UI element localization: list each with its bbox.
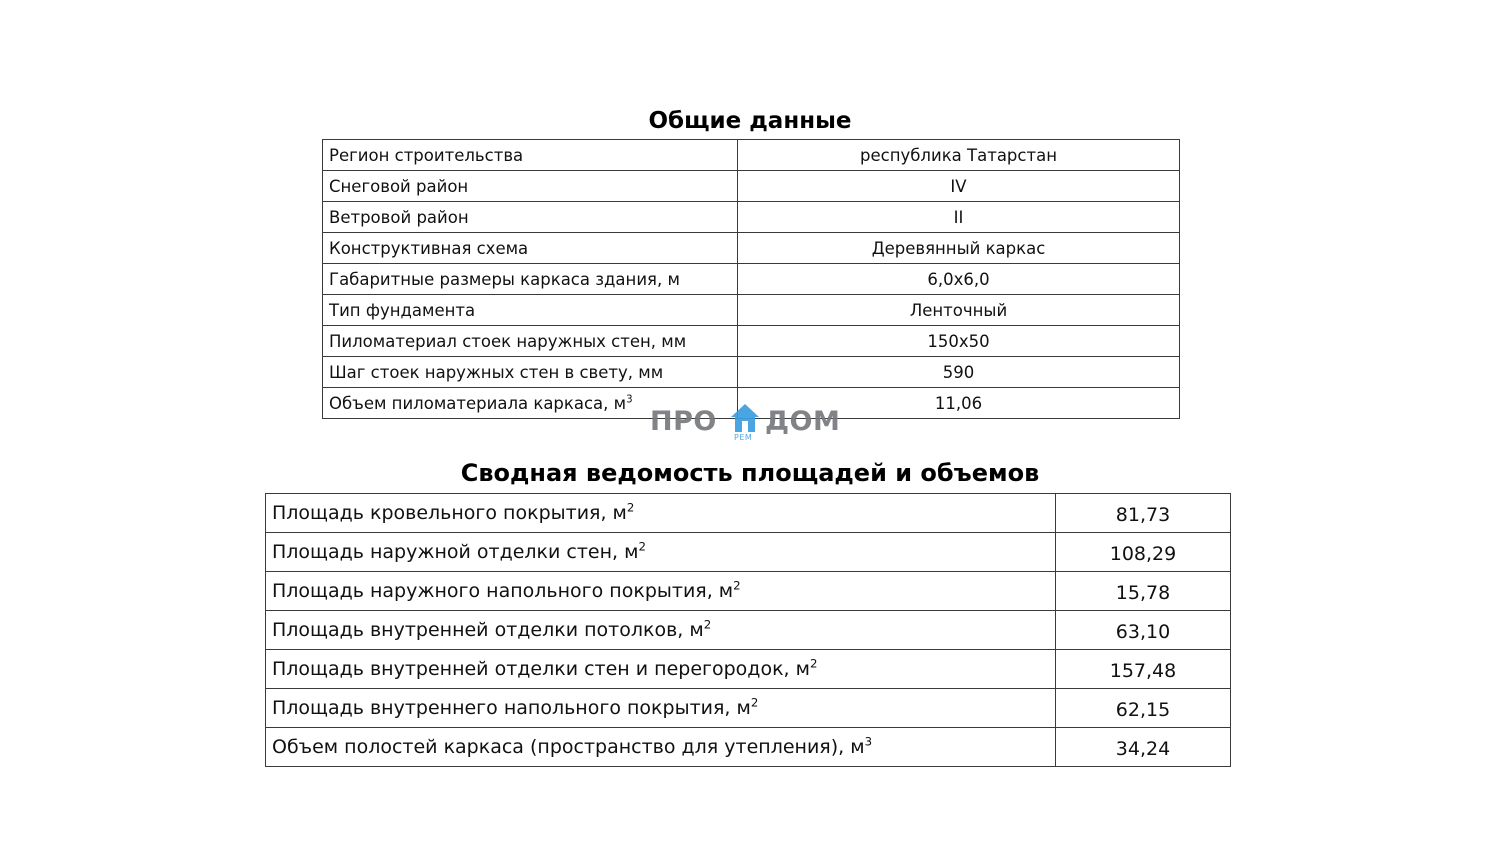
- row-value: 62,15: [1056, 689, 1231, 728]
- row-label: Конструктивная схема: [329, 238, 529, 258]
- row-label: Ветровой район: [329, 207, 469, 227]
- row-label-cell: [323, 171, 738, 202]
- row-value: 108,29: [1056, 533, 1231, 572]
- watermark-small-text: РЕМ: [734, 433, 753, 442]
- row-label-cell: [266, 650, 1056, 689]
- table-row: [266, 611, 1231, 650]
- row-label: Площадь внутренней отделки стен и перегородок, м: [272, 658, 810, 680]
- row-label-cell: [266, 494, 1056, 533]
- row-value: II: [738, 202, 1180, 233]
- table-row: [266, 572, 1231, 611]
- summary-table: [265, 493, 1231, 767]
- unit-exponent: 2: [750, 695, 759, 710]
- table-row: [266, 533, 1231, 572]
- table-row: [266, 728, 1231, 767]
- table-row: [266, 689, 1231, 728]
- unit-exponent: 2: [733, 578, 741, 593]
- row-label-cell: [266, 611, 1056, 650]
- row-label-cell: [323, 140, 738, 171]
- row-label-cell: [323, 357, 738, 388]
- unit-exponent: 3: [864, 734, 873, 749]
- summary-title: Сводная ведомость площадей и объемов: [460, 459, 1040, 487]
- row-value: Ленточный: [738, 295, 1180, 326]
- table-row: [266, 650, 1231, 689]
- row-label: Снеговой район: [329, 176, 469, 196]
- row-value: 590: [738, 357, 1180, 388]
- table-row: [266, 494, 1231, 533]
- row-label: Тип фундамента: [329, 300, 476, 320]
- row-label: Объем полостей каркаса (пространство для утепления), м: [272, 736, 865, 758]
- house-icon: [730, 402, 760, 436]
- row-label: Площадь внутреннего напольного покрытия, м: [272, 697, 751, 719]
- row-value: 157,48: [1056, 650, 1231, 689]
- row-label: Габаритные размеры каркаса здания, м: [329, 269, 680, 289]
- row-label: Площадь наружной отделки стен, м: [272, 541, 639, 563]
- table-row: [323, 233, 1180, 264]
- unit-exponent: 2: [809, 656, 818, 671]
- row-label: Объем пиломатериала каркаса, м: [329, 393, 627, 413]
- row-label: Площадь наружного напольного покрытия, м: [272, 580, 734, 602]
- row-label: Площадь кровельного покрытия, м: [272, 502, 627, 524]
- row-label: Пиломатериал стоек наружных стен, мм: [329, 331, 687, 351]
- row-value: 81,73: [1056, 494, 1231, 533]
- table-row: [323, 264, 1180, 295]
- row-label-cell: [323, 295, 738, 326]
- row-label-cell: [323, 326, 738, 357]
- row-label-cell: [266, 728, 1056, 767]
- row-value: Деревянный каркас: [738, 233, 1180, 264]
- watermark-right-text: ДОМ: [765, 406, 841, 437]
- row-label-cell: [323, 233, 738, 264]
- row-value: 15,78: [1056, 572, 1231, 611]
- row-label-cell: [323, 264, 738, 295]
- row-label-cell: [266, 533, 1056, 572]
- row-label: Площадь внутренней отделки потолков, м: [272, 619, 704, 641]
- watermark-left-text: ПРО: [650, 406, 717, 437]
- general-data-table: [322, 139, 1180, 419]
- row-value: республика Татарстан: [738, 140, 1180, 171]
- row-label: Шаг стоек наружных стен в свету, мм: [329, 362, 664, 382]
- row-value: 150х50: [738, 326, 1180, 357]
- table-row: [323, 202, 1180, 233]
- unit-exponent: 3: [626, 394, 633, 405]
- row-value: 63,10: [1056, 611, 1231, 650]
- unit-exponent: 2: [703, 617, 712, 632]
- table-row: [323, 171, 1180, 202]
- unit-exponent: 2: [626, 500, 635, 515]
- row-value: 34,24: [1056, 728, 1231, 767]
- table-row: [323, 140, 1180, 171]
- row-label-cell: [323, 202, 738, 233]
- unit-exponent: 2: [638, 539, 646, 554]
- row-value: IV: [738, 171, 1180, 202]
- row-label: Регион строительства: [329, 145, 524, 165]
- table-row: [323, 357, 1180, 388]
- row-value: 6,0х6,0: [738, 264, 1180, 295]
- row-value: 11,06: [738, 388, 1180, 419]
- table-row: [323, 295, 1180, 326]
- row-label-cell: [266, 572, 1056, 611]
- table-row: [323, 326, 1180, 357]
- general-data-title: Общие данные: [648, 108, 852, 134]
- row-label-cell: [266, 689, 1056, 728]
